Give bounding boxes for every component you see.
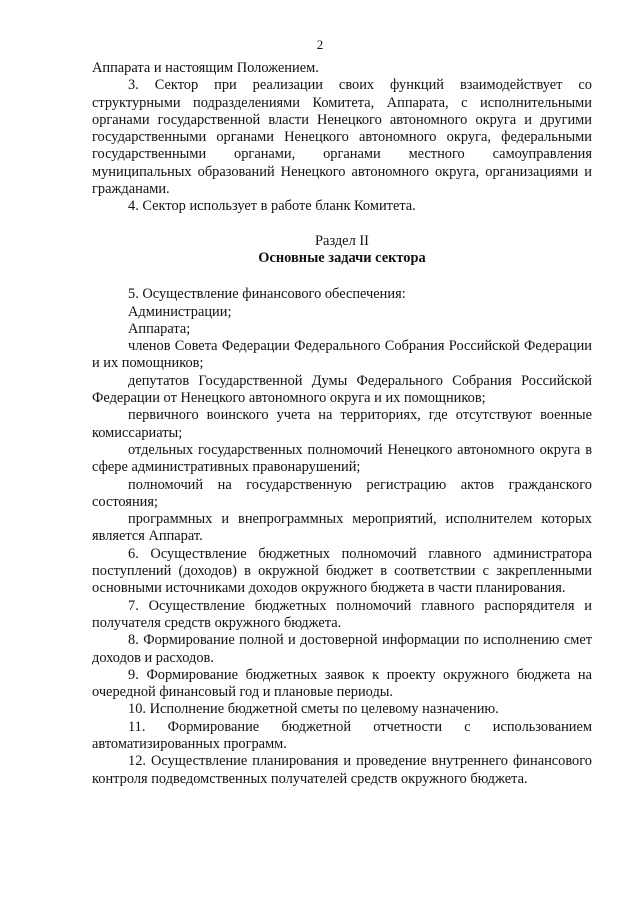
paragraph: 6. Осуществление бюджетных полномочий главного администратора поступлений (доходов) в окружной бюджет в соответствии с закрепленными основными источниками доходов окружного бюджета в части планирования. <box>92 545 592 597</box>
paragraph: программных и внепрограммных мероприятий, исполнителем которых является Аппарат. <box>92 511 592 545</box>
intro-paragraphs <box>92 60 592 216</box>
paragraph: депутатов Государственной Думы Федерального Собрания Российской Федерации от Ненецкого автономного округа и их помощников; <box>92 372 592 407</box>
paragraph: 9. Формирование бюджетных заявок к проекту окружного бюджета на очередной финансовый год и плановые периоды. <box>92 666 592 701</box>
page-number: 2 <box>316 37 324 52</box>
task-paragraphs <box>92 286 592 788</box>
section-label: Раздел II <box>315 232 369 249</box>
paragraph: Аппарата; <box>128 320 191 337</box>
paragraph: 11. Формирование бюджетной отчетности с использованием автоматизированных программ. <box>92 718 592 752</box>
paragraph: 5. Осуществление финансового обеспечения: <box>128 286 406 303</box>
paragraph: Аппарата и настоящим Положением. <box>92 60 319 76</box>
paragraph: 10. Исполнение бюджетной сметы по целевому назначению. <box>128 701 499 718</box>
paragraph: полномочий на государственную регистрацию актов гражданского состояния; <box>92 476 592 510</box>
paragraph: Администрации; <box>128 303 232 320</box>
paragraph: 12. Осуществление планирования и проведение внутреннего финансового контроля подведомственных получателей средств окружного бюджета. <box>92 753 592 787</box>
paragraph: 8. Формирование полной и достоверной информации по исполнению смет доходов и расходов. <box>92 632 592 666</box>
paragraph: первичного воинского учета на территориях, где отсутствуют военные комиссариаты; <box>92 407 592 441</box>
paragraph: членов Совета Федерации Федерального Собрания Российской Федерации и их помощников; <box>92 338 592 372</box>
paragraph: 4. Сектор использует в работе бланк Комитета. <box>128 198 416 215</box>
paragraph: 7. Осуществление бюджетных полномочий главного распорядителя и получателя средств окружного бюджета. <box>92 597 592 631</box>
paragraph: 3. Сектор при реализации своих функций взаимодействует со структурными подразделениями Комитета, Аппарата, с исполнительными органами государственной власти Ненецкого автономного округа и другими государственными органами Ненецкого автономного округа, федеральными государственными органами, органами местного самоуправления муниципальных образований Ненецкого автономного округа, организациями и гражданами. <box>92 77 592 198</box>
document-body <box>92 60 592 788</box>
section-title: Основные задачи сектора <box>258 249 426 266</box>
paragraph: отдельных государственных полномочий Ненецкого автономного округа в сфере административных правонарушений; <box>92 441 592 476</box>
